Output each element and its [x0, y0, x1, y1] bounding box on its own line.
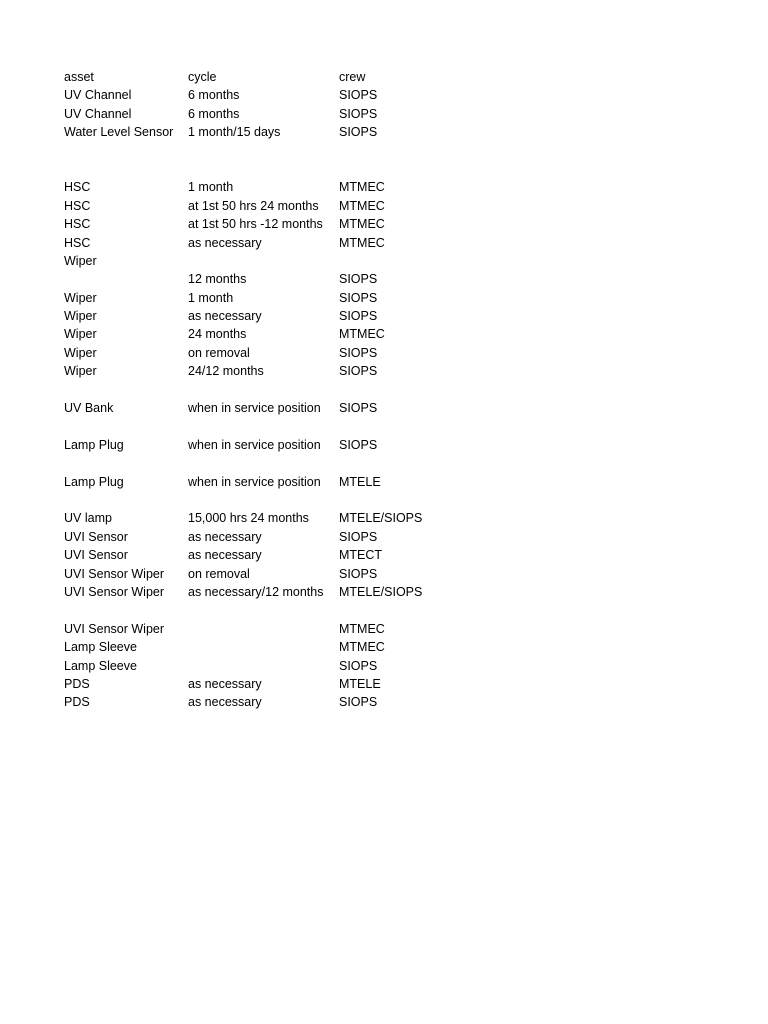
table-row	[64, 142, 484, 160]
table-body	[64, 86, 484, 711]
table-row	[64, 620, 484, 638]
cell-cycle: as necessary	[188, 676, 262, 691]
header-cycle: cycle	[188, 70, 217, 84]
table-row	[64, 252, 484, 270]
table-row	[64, 693, 484, 711]
header-crew: crew	[339, 70, 366, 84]
table-row	[64, 528, 484, 546]
cell-crew: SIOPS	[339, 437, 378, 452]
cell-asset: PDS	[64, 676, 90, 691]
cell-crew: MTELE	[339, 676, 381, 691]
cell-crew: SIOPS	[339, 695, 378, 710]
cell-cycle: as necessary	[188, 548, 262, 563]
cell-asset: Lamp Plug	[64, 474, 124, 489]
table-row	[64, 491, 484, 509]
cell-crew: MTELE	[339, 474, 381, 489]
cell-crew: SIOPS	[339, 272, 378, 287]
cell-crew: MTMEC	[339, 327, 385, 342]
cell-cycle: 6 months	[188, 88, 240, 103]
cell-crew: MTELE/SIOPS	[339, 584, 423, 599]
cell-cycle: 24 months	[188, 327, 247, 342]
maintenance-table	[64, 68, 484, 712]
cell-asset: PDS	[64, 695, 90, 710]
cell-asset: UV Bank	[64, 401, 114, 416]
cell-asset: Wiper	[64, 290, 97, 305]
table-row	[64, 289, 484, 307]
table-row	[64, 234, 484, 252]
cell-cycle: 1 month/15 days	[188, 125, 281, 140]
table-row	[64, 86, 484, 104]
table-row	[64, 509, 484, 527]
cell-crew: SIOPS	[339, 88, 378, 103]
cell-crew: MTMEC	[339, 217, 385, 232]
table-row	[64, 178, 484, 196]
cell-asset: Wiper	[64, 364, 97, 379]
cell-cycle: 6 months	[188, 106, 240, 121]
table-row	[64, 638, 484, 656]
cell-crew: SIOPS	[339, 309, 378, 324]
table-row	[64, 160, 484, 178]
cell-crew: MTMEC	[339, 235, 385, 250]
table-row	[64, 399, 484, 417]
table-row	[64, 454, 484, 472]
cell-cycle: when in service position	[188, 474, 321, 489]
header-asset: asset	[64, 70, 94, 84]
cell-cycle: at 1st 50 hrs -12 months	[188, 217, 323, 232]
cell-asset: Lamp Sleeve	[64, 640, 137, 655]
cell-cycle: 1 month	[188, 290, 234, 305]
cell-asset: Wiper	[64, 345, 97, 360]
table-row	[64, 473, 484, 491]
cell-crew: SIOPS	[339, 529, 378, 544]
table-row	[64, 270, 484, 288]
cell-crew: SIOPS	[339, 106, 378, 121]
cell-crew: MTMEC	[339, 198, 385, 213]
cell-crew: MTECT	[339, 548, 383, 563]
table-row	[64, 583, 484, 601]
cell-asset: HSC	[64, 235, 91, 250]
cell-asset: Wiper	[64, 327, 97, 342]
cell-cycle: as necessary	[188, 529, 262, 544]
cell-cycle: 12 months	[188, 272, 247, 287]
table-row	[64, 307, 484, 325]
cell-cycle: as necessary	[188, 309, 262, 324]
cell-asset: HSC	[64, 198, 91, 213]
cell-crew: SIOPS	[339, 364, 378, 379]
cell-asset: HSC	[64, 217, 91, 232]
cell-crew: MTMEC	[339, 180, 385, 195]
cell-asset: UVI Sensor Wiper	[64, 566, 165, 581]
cell-asset: UVI Sensor	[64, 529, 128, 544]
cell-crew: MTELE/SIOPS	[339, 511, 423, 526]
cell-crew: MTMEC	[339, 621, 385, 636]
cell-cycle: as necessary	[188, 235, 262, 250]
cell-asset: UV lamp	[64, 511, 112, 526]
cell-cycle: when in service position	[188, 437, 321, 452]
table-header-row	[64, 68, 484, 86]
table-row	[64, 546, 484, 564]
cell-crew: SIOPS	[339, 290, 378, 305]
cell-asset: Wiper	[64, 253, 97, 268]
cell-asset: UV Channel	[64, 88, 132, 103]
cell-asset: UV Channel	[64, 106, 132, 121]
cell-asset: Lamp Sleeve	[64, 658, 137, 673]
cell-cycle: on removal	[188, 345, 250, 360]
table-row	[64, 344, 484, 362]
table-row	[64, 197, 484, 215]
cell-crew: SIOPS	[339, 345, 378, 360]
cell-asset: Wiper	[64, 309, 97, 324]
table-row	[64, 123, 484, 141]
cell-asset: HSC	[64, 180, 91, 195]
table-row	[64, 675, 484, 693]
cell-cycle: 15,000 hrs 24 months	[188, 511, 309, 526]
table-row	[64, 565, 484, 583]
table-row	[64, 381, 484, 399]
cell-asset: UVI Sensor	[64, 548, 128, 563]
cell-crew: MTMEC	[339, 640, 385, 655]
table-row	[64, 436, 484, 454]
cell-asset: UVI Sensor Wiper	[64, 584, 165, 599]
cell-cycle: at 1st 50 hrs 24 months	[188, 198, 319, 213]
cell-cycle: on removal	[188, 566, 250, 581]
table-row	[64, 105, 484, 123]
table-row	[64, 362, 484, 380]
cell-asset: Lamp Plug	[64, 437, 124, 452]
cell-asset: UVI Sensor Wiper	[64, 621, 165, 636]
table-row	[64, 215, 484, 233]
cell-cycle: 24/12 months	[188, 364, 264, 379]
cell-cycle: as necessary/12 months	[188, 584, 324, 599]
table-row	[64, 325, 484, 343]
table-row	[64, 657, 484, 675]
table-row	[64, 601, 484, 619]
cell-crew: SIOPS	[339, 566, 378, 581]
table-row	[64, 417, 484, 435]
cell-asset: Water Level Sensor	[64, 125, 174, 140]
cell-cycle: when in service position	[188, 401, 321, 416]
cell-crew: SIOPS	[339, 401, 378, 416]
cell-cycle: as necessary	[188, 695, 262, 710]
cell-crew: SIOPS	[339, 658, 378, 673]
cell-crew: SIOPS	[339, 125, 378, 140]
cell-cycle: 1 month	[188, 180, 234, 195]
